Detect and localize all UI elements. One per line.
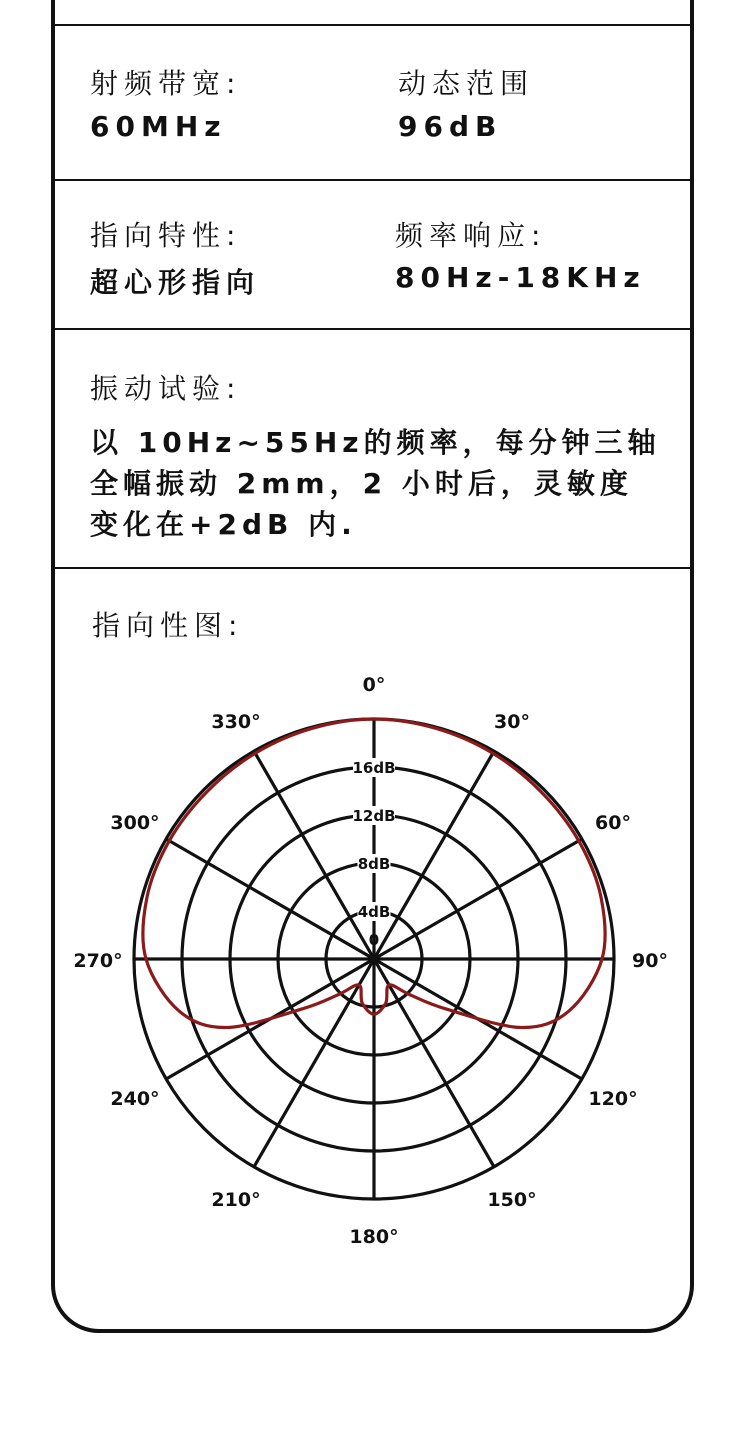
- angle-label: 90°: [632, 950, 668, 972]
- vibration-test-text: [90, 422, 680, 545]
- divider-top: [51, 24, 694, 26]
- divider-1: [51, 179, 694, 181]
- vibration-line: 全幅振动 2mm，2 小时后，灵敏度: [90, 467, 633, 500]
- polar-title: 指向性图:: [92, 609, 244, 642]
- angle-label: 150°: [487, 1189, 537, 1212]
- rf-bandwidth-value: 60MHz: [90, 110, 227, 143]
- ring-label: 0: [368, 931, 380, 949]
- angle-label: 240°: [110, 1088, 160, 1110]
- angle-label: 120°: [588, 1088, 638, 1110]
- ring-label: 4dB: [357, 903, 391, 921]
- frequency-response-label: 频率响应:: [395, 219, 547, 252]
- dynamic-range-label: 动态范围: [398, 67, 535, 100]
- directivity-value: 超心形指向: [90, 266, 261, 299]
- vibration-line: 以 10Hz~55Hz的频率，每分钟三轴: [90, 426, 661, 459]
- ring-label: 16dB: [352, 759, 396, 777]
- rf-bandwidth-label: 射频带宽:: [90, 67, 242, 100]
- dynamic-range-value: 96dB: [398, 110, 503, 143]
- angle-label: 330°: [211, 710, 261, 733]
- vibration-line: 变化在+2dB 内.: [90, 508, 357, 541]
- angle-label: 30°: [494, 710, 530, 733]
- divider-2: [51, 328, 694, 330]
- angle-label: 0°: [362, 674, 386, 696]
- directivity-label: 指向特性:: [90, 219, 242, 252]
- divider-3: [51, 567, 694, 569]
- angle-label: 60°: [595, 812, 631, 834]
- angle-label: 210°: [211, 1189, 261, 1212]
- polar-pattern-chart: [0, 660, 750, 1260]
- angle-label: 270°: [73, 950, 123, 972]
- ring-label: 8dB: [357, 855, 391, 873]
- vibration-test-label: 振动试验:: [90, 372, 242, 405]
- frequency-response-value: 80Hz-18KHz: [395, 261, 646, 294]
- angle-label: 300°: [110, 812, 160, 834]
- ring-label: 12dB: [352, 807, 396, 825]
- angle-label: 180°: [349, 1226, 399, 1248]
